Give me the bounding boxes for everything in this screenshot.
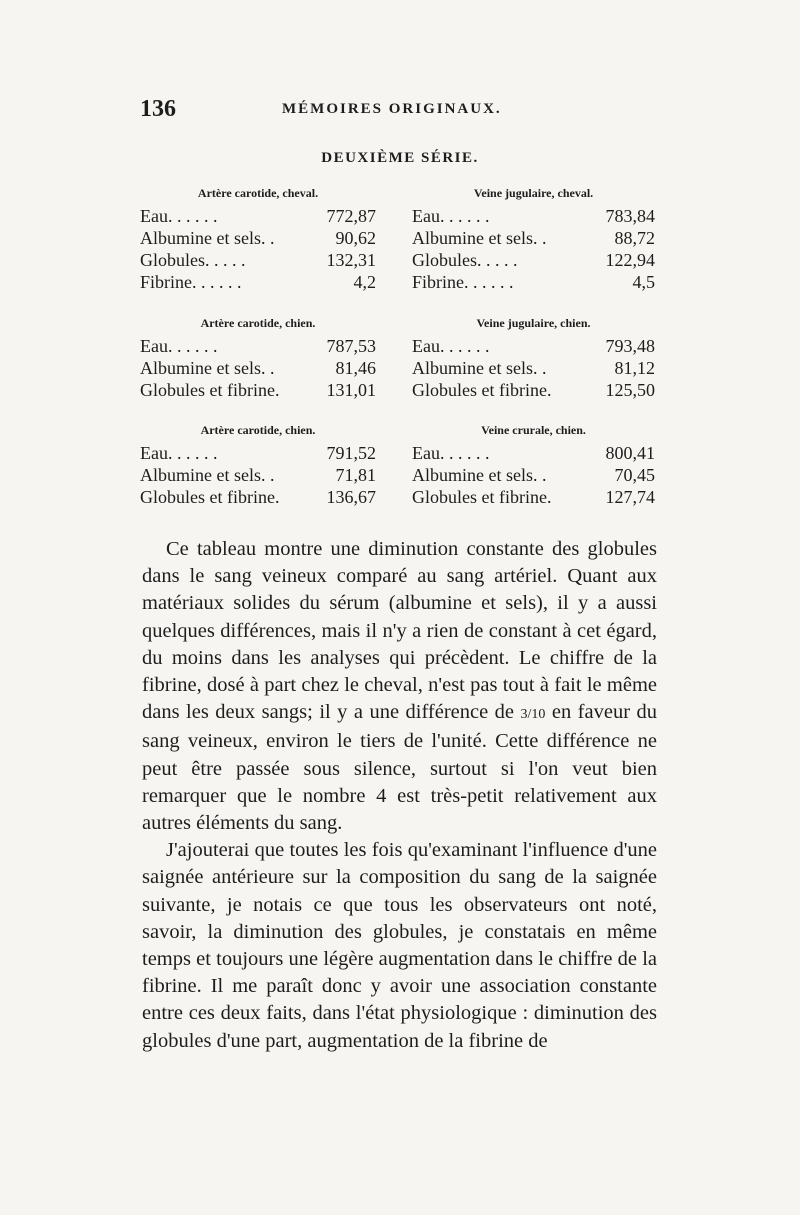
table-row [140,486,376,508]
table-row [412,442,655,464]
table-row [412,271,655,293]
table-caption: Veine jugulaire, chien. [476,316,591,330]
row-value: 791,52 [326,443,376,463]
row-label: Globules. . . . . [412,250,518,270]
row-label: Eau. . . . . . [140,206,218,226]
running-head: MÉMOIRES ORIGINAUX. [282,101,502,117]
row-value: 81,12 [614,358,655,378]
table-row [412,249,655,271]
row-value: 88,72 [614,228,655,248]
row-label: Albumine et sels. . [412,465,547,485]
table-caption: Veine crurale, chien. [481,423,586,437]
table-row [140,271,376,293]
row-value: 4,2 [353,272,376,292]
page-number: 136 [140,96,176,122]
row-label: Globules et fibrine. [412,487,552,507]
body-text [142,536,657,1055]
table-venous-dog-1 [412,316,655,401]
row-value: 70,45 [614,465,655,485]
table-row [140,357,376,379]
row-value: 81,46 [335,358,376,378]
paragraph-text: Ce tableau montre une diminution constante des globules dans le sang veineux comparé au sang artériel. Quant aux matériaux solides du sérum (albumine et sels), il y a aussi quelques différences, mais il n'y a rien de constant à cet égard, du moins dans les analyses qui précèdent. Le chiffre de la fibrine, dosé à part chez le cheval, n'est pas tout à fait le même dans les deux sangs; il y a une différence de [142,538,657,724]
table-caption: Artère carotide, cheval. [197,186,319,200]
row-value: 136,67 [326,487,376,507]
row-label: Eau. . . . . . [412,336,490,356]
row-value: 132,31 [326,250,376,270]
row-value: 787,53 [326,336,376,356]
row-label: Globules. . . . . [140,250,246,270]
row-label: Fibrine. . . . . . [412,272,514,292]
table-venous-horse [412,186,655,293]
row-value: 793,48 [605,336,655,356]
table-row [140,249,376,271]
row-value: 772,87 [326,206,376,226]
table-row [140,227,376,249]
row-label: Albumine et sels. . [140,228,275,248]
table-caption: Artère carotide, chien. [200,423,316,437]
table-row [412,464,655,486]
table-row [412,486,655,508]
paragraph [142,536,657,837]
row-label: Globules et fibrine. [140,380,280,400]
row-value: 800,41 [605,443,655,463]
paragraph: J'ajouterai que toutes les fois qu'examinant l'influence d'une saignée antérieure sur la composition du sang de la saignée suivante, je notais ce que tous les observateurs ont noté, savoir, la diminution des globules, je constatais en même temps et toujours une légère augmentation dans le chiffre de la fibrine. Il me paraît donc y avoir une association constante entre ces deux faits, dans l'état physiologique : diminution des globules d'une part, augmentation de la fibrine de [142,839,657,1052]
table-row [140,205,376,227]
row-label: Albumine et sels. . [140,358,275,378]
table-row [412,205,655,227]
row-label: Globules et fibrine. [412,380,552,400]
row-value: 71,81 [335,465,376,485]
row-value: 783,84 [605,206,655,226]
table-arterial-dog-1 [140,316,376,401]
table-venous-dog-2 [412,423,655,508]
row-value: 131,01 [326,380,376,400]
table-row [412,335,655,357]
table-arterial-dog-2 [140,423,376,508]
row-label: Eau. . . . . . [412,206,490,226]
row-value: 125,50 [605,380,655,400]
series-title: DEUXIÈME SÉRIE. [321,150,479,166]
table-row [412,357,655,379]
row-label: Eau. . . . . . [412,443,490,463]
table-row [140,379,376,401]
row-value: 127,74 [605,487,655,507]
table-caption: Artère carotide, chien. [200,316,316,330]
row-label: Albumine et sels. . [412,358,547,378]
table-row [140,335,376,357]
row-label: Globules et fibrine. [140,487,280,507]
paragraph-text: en faveur du sang veineux, environ le tiers de l'unité. Cette différence ne peut être passée sous silence, surtout si l'on veut bien remarquer que le nombre 4 est très-petit relativement aux autres éléments du sang. [142,701,657,835]
table-row [412,379,655,401]
row-value: 122,94 [605,250,655,270]
row-label: Albumine et sels. . [140,465,275,485]
row-value: 4,5 [632,272,655,292]
fraction: 3/10 [520,707,546,723]
row-label: Eau. . . . . . [140,443,218,463]
table-arterial-horse [140,186,376,293]
row-label: Albumine et sels. . [412,228,547,248]
row-label: Eau. . . . . . [140,336,218,356]
table-row [140,464,376,486]
row-label: Fibrine. . . . . . [140,272,242,292]
table-caption: Veine jugulaire, cheval. [473,186,594,200]
row-value: 90,62 [335,228,376,248]
table-row [412,227,655,249]
table-row [140,442,376,464]
